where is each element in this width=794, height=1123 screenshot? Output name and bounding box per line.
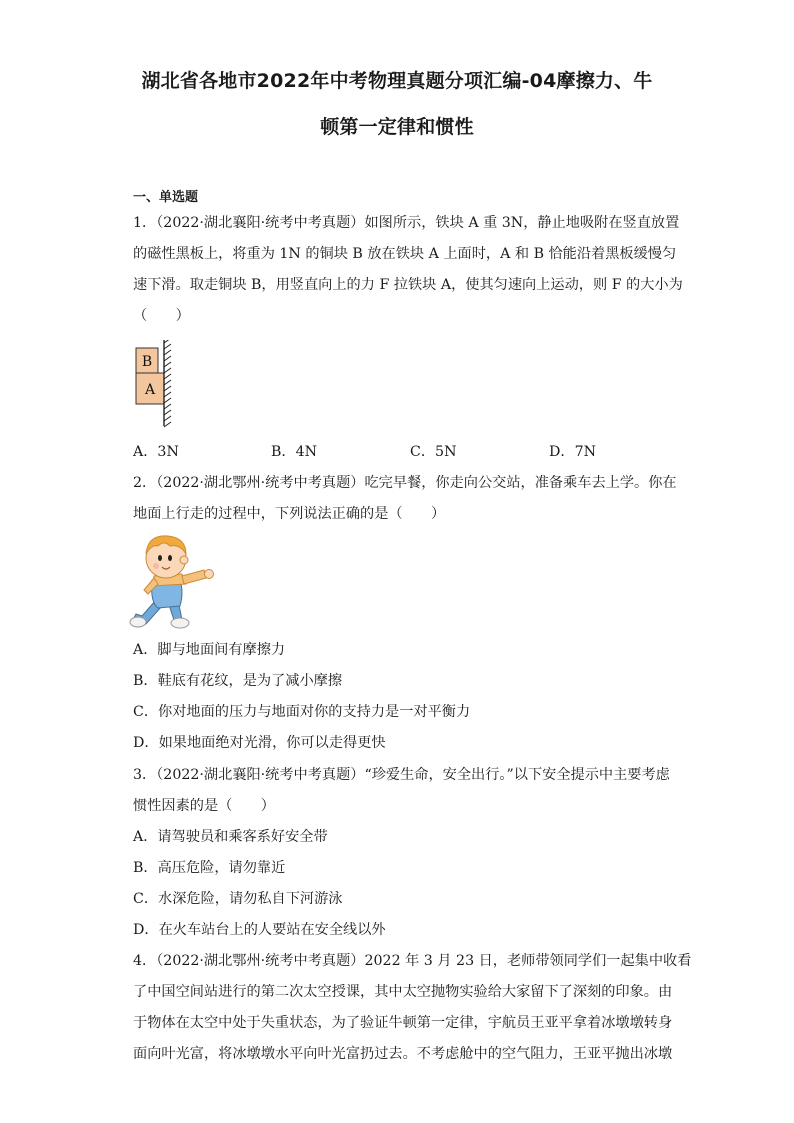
q1-line-2: 的磁性黑板上，将重为 1N 的铜块 B 放在铁块 A 上面时，A 和 B 恰能沿着黑板缓慢匀 <box>133 246 677 262</box>
q2-line-1: 2．（2022·湖北鄂州·统考中考真题）吃完早餐，你走向公交站，准备乘车去上学。你在 <box>133 475 677 491</box>
q4-line-3: 于物体在太空中处于失重状态，为了验证牛顿第一定律，宇航员王亚平拿着冰墩墩转身 <box>133 1015 673 1031</box>
q1-line-1: 1．（2022·湖北襄阳·统考中考真题）如图所示，铁块 A 重 3N，静止地吸附在竖直放置 <box>133 215 680 231</box>
q3-option-a: A．请驾驶员和乘客系好安全带 <box>133 829 328 845</box>
document-title-line-1: 湖北省各地市2022年中考物理真题分项汇编-04摩擦力、牛 <box>141 70 653 92</box>
q3-line-2: 惯性因素的是（ ） <box>133 798 275 814</box>
q1-option-b: B．4N <box>271 444 318 460</box>
q1-option-a: A．3N <box>133 444 179 460</box>
q2-line-2: 地面上行走的过程中，下列说法正确的是（ ） <box>133 506 446 522</box>
q3-option-d: D．在火车站台上的人要站在安全线以外 <box>133 922 386 938</box>
q1-blocks-figure <box>128 340 180 428</box>
q2-walking-boy-illustration <box>128 530 214 630</box>
q1-line-4: （ ） <box>133 308 190 324</box>
wall-hatching <box>164 340 171 427</box>
q4-line-4: 面向叶光富，将冰墩墩水平向叶光富扔过去。不考虑舱中的空气阻力，王亚平抛出冰墩 <box>133 1046 673 1062</box>
block-a-label: A <box>144 382 156 398</box>
q1-option-d: D．7N <box>549 444 597 460</box>
q1-line-3: 速下滑。取走铜块 B，用竖直向上的力 F 拉铁块 A，使其匀速向上运动，则 F 的大小为 <box>133 277 683 293</box>
q2-option-a: A．脚与地面间有摩擦力 <box>133 642 286 658</box>
section-heading: 一、单选题 <box>133 190 199 205</box>
q2-option-c: C．你对地面的压力与地面对你的支持力是一对平衡力 <box>133 704 471 720</box>
q3-line-1: 3．（2022·湖北襄阳·统考中考真题）“珍爱生命，安全出行。”以下安全提示中主要考虑 <box>133 767 670 783</box>
block-b-label: B <box>141 354 153 370</box>
q2-option-b: B．鞋底有花纹，是为了减小摩擦 <box>133 673 343 689</box>
document-title-line-2: 顿第一定律和惯性 <box>320 116 474 138</box>
q2-option-d: D．如果地面绝对光滑，你可以走得更快 <box>133 735 386 751</box>
q3-option-c: C．水深危险，请勿私自下河游泳 <box>133 891 343 907</box>
q1-option-c: C．5N <box>410 444 457 460</box>
q3-option-b: B．高压危险，请勿靠近 <box>133 860 286 876</box>
q4-line-1: 4．（2022·湖北鄂州·统考中考真题）2022 年 3 月 23 日，老师带领同学们一起集中收看 <box>133 953 692 969</box>
q4-line-2: 了中国空间站进行的第二次太空授课，其中太空抛物实验给大家留下了深刻的印象。由 <box>133 984 673 1000</box>
